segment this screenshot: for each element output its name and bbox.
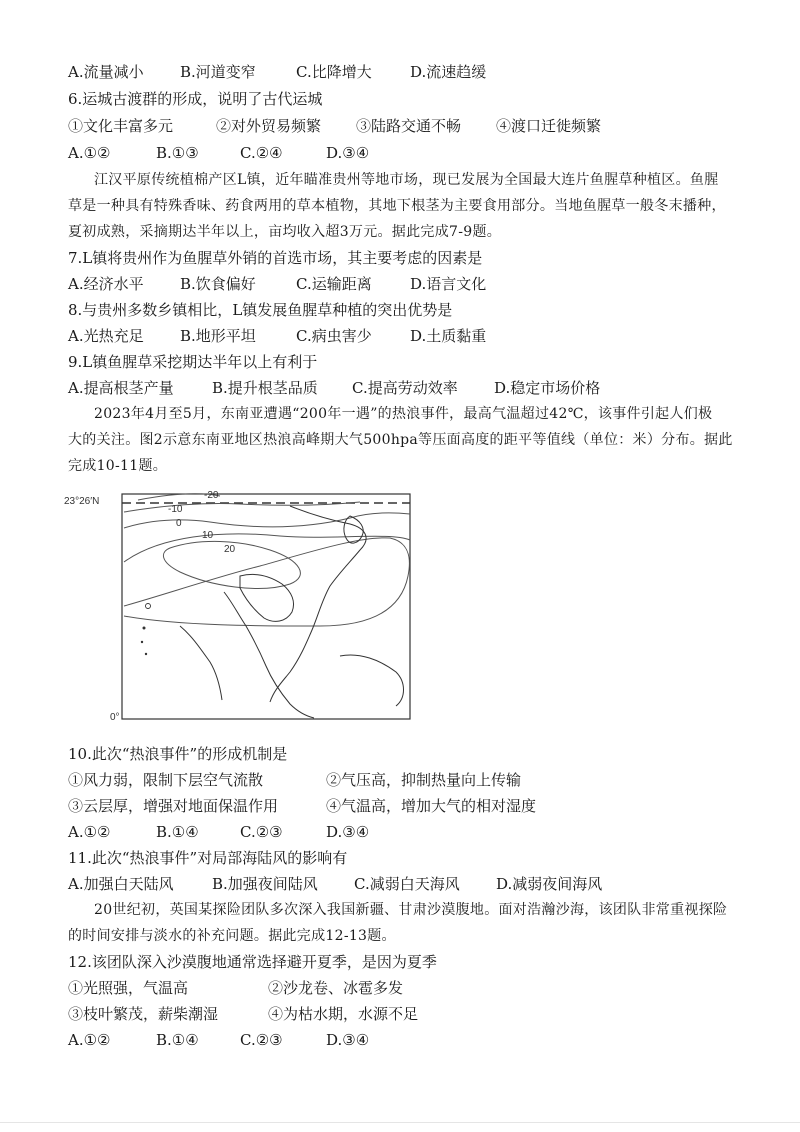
q12-statement-3: ③枝叶繁茂，薪柴潮湿	[68, 1005, 219, 1023]
q9-option-d: D.稳定市场价格	[494, 379, 601, 397]
q8-option-a: A.光热充足	[68, 327, 144, 345]
q6-stem: 6.运城古渡群的形成，说明了古代运城	[68, 90, 323, 108]
island-dot	[143, 627, 146, 630]
q6-option-d: D.③④	[326, 144, 370, 162]
q9-option-b: B.提升根茎品质	[212, 379, 318, 397]
contour-ten-a	[124, 534, 410, 562]
heatwave-anomaly-map	[60, 476, 420, 724]
q12-statement-1: ①光照强，气温高	[68, 979, 189, 997]
q8-option-c: C.病虫害少	[296, 327, 372, 345]
q10-statement-4: ④气温高，增加大气的相对湿度	[326, 797, 537, 815]
passage1-line-3: 夏初成熟，采摘期达半年以上，亩均收入超3万元。据此完成7-9题。	[68, 224, 502, 240]
page-bottom-divider	[0, 1122, 800, 1123]
q5-option-c: C.比降增大	[296, 63, 372, 81]
q8-option-d: D.土质黏重	[410, 327, 487, 345]
q6-option-a: A.①②	[68, 144, 111, 162]
island-dot	[146, 604, 151, 609]
map-frame	[122, 494, 410, 719]
q9-option-c: C.提高劳动效率	[352, 379, 458, 397]
q10-option-d: D.③④	[326, 823, 370, 841]
passage2-line-1: 2023年4月至5月，东南亚遭遇“200年一遇”的热浪事件，最高气温超过42℃，该事件引起人们极	[94, 406, 713, 422]
q10-option-a: A.①②	[68, 823, 111, 841]
contour-zero	[124, 513, 410, 528]
q12-stem: 12.该团队深入沙漠腹地通常选择避开夏季，是因为夏季	[68, 953, 437, 971]
q5-option-b: B.河道变窄	[180, 63, 256, 81]
q12-option-b: B.①④	[156, 1031, 199, 1049]
q6-option-c: C.②④	[240, 144, 283, 162]
coastline-borneo	[340, 655, 404, 706]
q5-option-a: A.流量减小	[68, 63, 144, 81]
coastline-gulf	[240, 574, 294, 621]
island-dot	[141, 641, 143, 643]
q10-option-b: B.①④	[156, 823, 199, 841]
contour-label-ten: 10	[202, 530, 214, 541]
q10-statement-2: ②气压高，抑制热量向上传输	[326, 771, 522, 789]
contour-ten-b	[124, 538, 409, 626]
q7-stem: 7.L镇将贵州作为鱼腥草外销的首选市场，其主要考虑的因素是	[68, 249, 483, 267]
passage3-line-1: 20世纪初，英国某探险团队多次深入我国新疆、甘肃沙漠腹地。面对浩瀚沙海，该团队非常重视探险	[94, 902, 728, 918]
q7-option-a: A.经济水平	[68, 275, 144, 293]
q6-statement-3: ③陆路交通不畅	[356, 117, 462, 135]
q6-statement-4: ④渡口迁徙频繁	[496, 117, 602, 135]
q12-option-c: C.②③	[240, 1031, 283, 1049]
passage2-line-2: 大的关注。图2示意东南亚地区热浪高峰期大气500hpa等压面高度的距平等值线（单位：米）分布。据此	[68, 432, 733, 448]
q7-option-d: D.语言文化	[410, 275, 487, 293]
q10-option-c: C.②③	[240, 823, 283, 841]
contour-label-twenty: 20	[224, 544, 236, 555]
hainan-island	[344, 516, 363, 543]
q10-statement-3: ③云层厚，增强对地面保温作用	[68, 797, 279, 815]
passage2-line-3: 完成10-11题。	[68, 458, 168, 474]
q9-option-a: A.提高根茎产量	[68, 379, 174, 397]
lat-top-label: 23°26′N	[64, 496, 100, 507]
q12-statement-2: ②沙龙卷、冰雹多发	[268, 979, 404, 997]
q5-option-d: D.流速趋缓	[410, 63, 487, 81]
q9-stem: 9.L镇鱼腥草采挖期达半年以上有利于	[68, 353, 318, 371]
q6-statement-2: ②对外贸易频繁	[216, 117, 322, 135]
q12-statement-4: ④为枯水期，水源不足	[268, 1005, 419, 1023]
passage1-line-2: 草是一种具有特殊香味、药食两用的草本植物，其地下根茎为主要食用部分。当地鱼腥草一般冬末播种，	[68, 198, 726, 214]
contour-label-zero: 0	[176, 518, 182, 529]
q11-option-c: C.减弱白天海风	[354, 875, 460, 893]
q8-option-b: B.地形平坦	[180, 327, 256, 345]
q10-statement-1: ①风力弱，限制下层空气流散	[68, 771, 264, 789]
q11-stem: 11.此次“热浪事件”对局部海陆风的影响有	[68, 849, 348, 867]
q7-option-b: B.饮食偏好	[180, 275, 256, 293]
passage1-line-1: 江汉平原传统植棉产区L镇，近年瞄准贵州等地市场，现已发展为全国最大连片鱼腥草种植区。鱼腥	[94, 172, 719, 188]
q11-option-a: A.加强白天陆风	[68, 875, 174, 893]
q7-option-c: C.运输距离	[296, 275, 372, 293]
island-dot	[145, 653, 147, 655]
q12-option-a: A.①②	[68, 1031, 111, 1049]
q12-option-d: D.③④	[326, 1031, 370, 1049]
passage3-line-2: 的时间安排与淡水的补充问题。据此完成12-13题。	[68, 928, 396, 944]
coastline-west	[180, 626, 222, 700]
q10-stem: 10.此次“热浪事件”的形成机制是	[68, 745, 288, 763]
lat-bottom-label: 0°	[110, 712, 120, 723]
contour-label-minus10: -10	[168, 504, 183, 515]
q6-statement-1: ①文化丰富多元	[68, 117, 174, 135]
q11-option-b: B.加强夜间陆风	[212, 875, 318, 893]
coastline-east	[270, 506, 366, 702]
q8-stem: 8.与贵州多数乡镇相比，L镇发展鱼腥草种植的突出优势是	[68, 301, 453, 319]
contour-label-minus20: -20	[204, 490, 219, 501]
q6-option-b: B.①③	[156, 144, 199, 162]
q11-option-d: D.减弱夜间海风	[496, 875, 603, 893]
